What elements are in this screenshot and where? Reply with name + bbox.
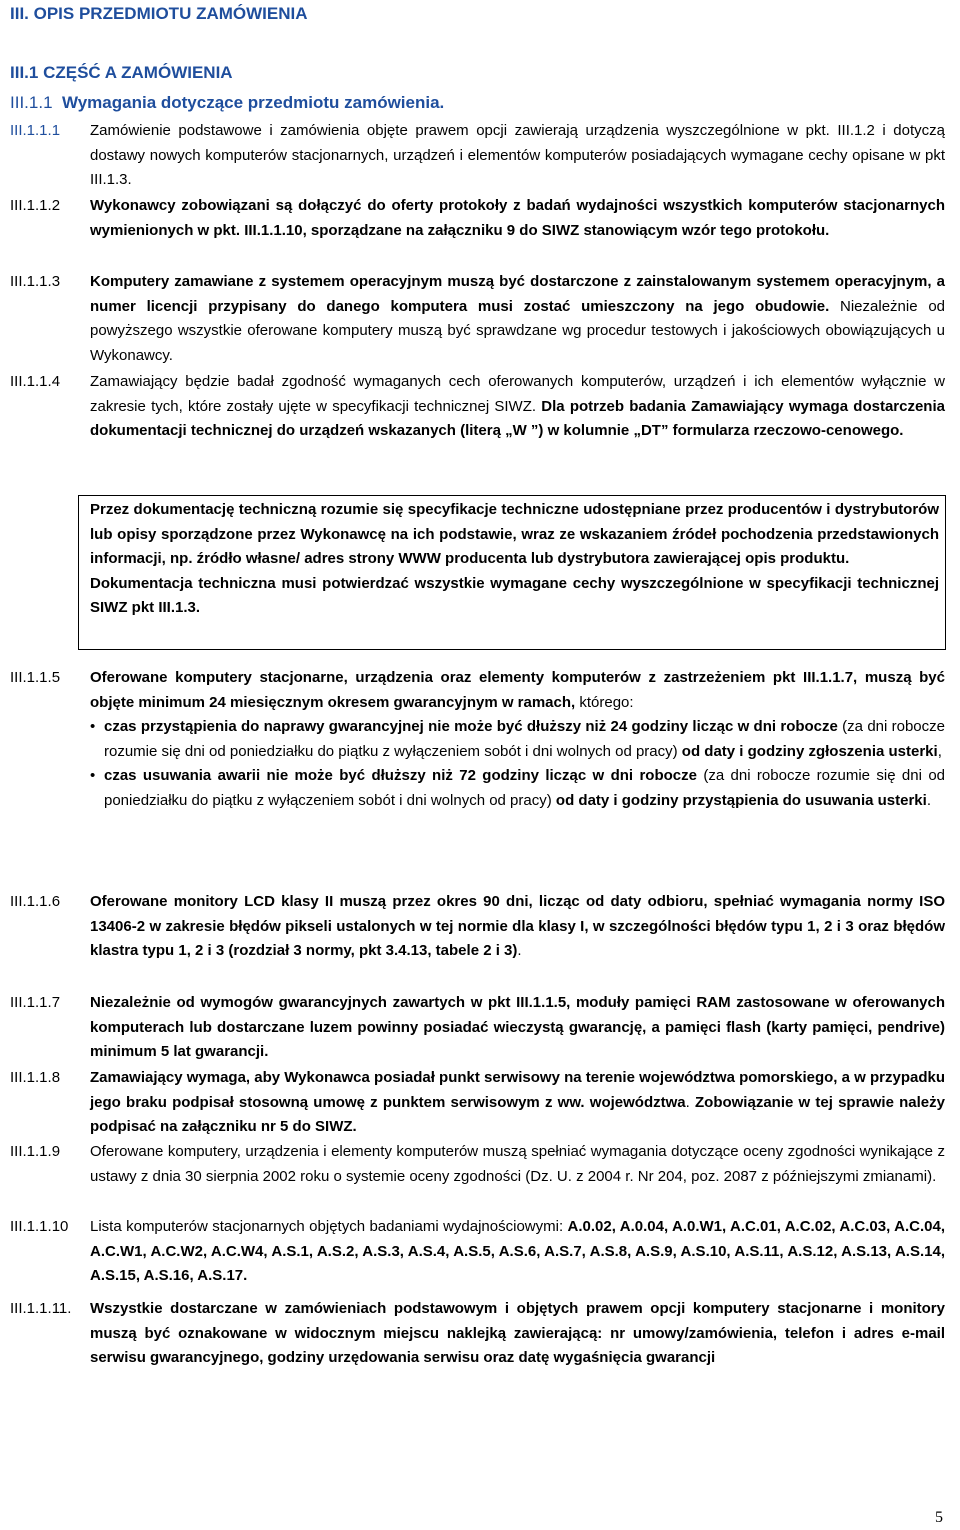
item-4 <box>10 370 945 444</box>
note-paragraph: Przez dokumentację techniczną rozumie się specyfikacje techniczne udostępniane przez producentów i dystrybutorów lub opisy sporządzone przez Wykonawcę na ich podstawie, wraz ze wskazaniem źródeł pochodzenia przedstawionych informacji, np. źródło własne/ adres strony WWW producenta lub dystrybutora zawierającej opis produktu. <box>90 501 939 567</box>
item-number: III.1.1.3 <box>10 273 61 290</box>
item-number: III.1.1.9 <box>10 1143 61 1160</box>
documentation-note-box <box>78 495 946 650</box>
item-text-segment: Niezależnie od wymogów gwarancyjnych zawartych w pkt III.1.1.5, moduły pamięci RAM zastosowane w oferowanych komputerach lub dostarczane luzem powinny posiadać wieczystą gwarancję, a pamięci flash (karty pamięci, pendrive) minimum 5 lat gwarancji. <box>90 994 945 1060</box>
item-text-segment: Dla potrzeb badania Zamawiający wymaga dostarczenia dokumentacji technicznej do urządzeń wskazanych (literą „W ”) w kolumnie „DT” formularza rzeczowo-cenowego. <box>90 397 945 439</box>
item-text-segment: Wykonawcy zobowiązani są dołączyć do oferty protokoły z badań wydajności wszystkich komputerów stacjonarnych wymienionych w pkt. III.1.1.10, sporządzane na załączniku 9 do SIWZ stanowiącym wzór tego protokołu. <box>90 197 945 239</box>
item-number: III.1.1.2 <box>10 197 61 214</box>
item-text-segment: Oferowane komputery, urządzenia i elementy komputerów muszą spełniać wymagania dotyczące oceny zgodności wynikające z ustawy z dnia 30 sierpnia 2002 roku o systemie oceny zgodności (Dz. U. z 2004 r. Nr 204, poz. 2087 z późniejszymi zmianami). <box>90 1143 945 1185</box>
item-text-segment: Oferowane monitory LCD klasy II muszą przez okres 90 dni, licząc od daty odbioru, spełniać wymagania normy ISO 13406-2 w zakresie błędów pikseli ustalonych w tej normie dla klasy I, w szczególności błędów typu 1, 2 i 3 oraz błędów klastra typu 1, 2 i 3 (rozdział 3 normy, pkt 3.4.13, tabele 2 i 3) <box>90 893 945 959</box>
subsubsection-heading <box>10 93 444 113</box>
item-text-segment: Zamawiający wymaga, aby Wykonawca posiadał punkt serwisowy na terenie województwa pomorskiego, a w przypadku jego braku podpisał stosowną umowę z punktem serwisowym z ww. województwa <box>90 1069 945 1111</box>
subsubsection-number: III.1.1 <box>10 93 53 112</box>
item-text-segment: . <box>685 1093 690 1111</box>
subsubsection-title: Wymagania dotyczące przedmiotu zamówienia. <box>61 93 445 112</box>
item-text-segment: Komputery zamawiane z systemem operacyjnym muszą być dostarczone z zainstalowanym systemem operacyjnym, a numer licencji przypisany do danego komputera musi zostać umieszczony na jego obudowie. <box>90 273 945 315</box>
item-text-segment: Zamówienie podstawowe i zamówienia objęte prawem opcji zawierają urządzenia wyszczególnione w pkt. III.1.2 i dotyczą dostawy nowych komputerów stacjonarnych, urządzeń i elementów komputerów posiadających wymagane cechy opisane w pkt III.1.3. <box>90 122 945 188</box>
bullet-text-segment: . <box>926 791 931 809</box>
item-text <box>90 1140 945 1189</box>
item-text-segment: Niezależnie od powyższego wszystkie oferowane komputery muszą być sprawdzane wg procedur testowych i jakościowych obowiązujących u Wykonawcy. <box>90 297 945 364</box>
subsection-heading: III.1 CZĘŚĆ A ZAMÓWIENIA <box>10 63 233 82</box>
item-3 <box>10 270 945 368</box>
item-text <box>90 1066 945 1140</box>
bullet-text-segment: czas przystąpienia do naprawy gwarancyjnej nie może być dłuższy niż 24 godziny licząc w dni robocze <box>104 718 838 735</box>
item-10 <box>10 1215 945 1289</box>
item-text <box>90 890 945 964</box>
item-11 <box>10 1297 945 1371</box>
item-6 <box>10 890 945 964</box>
item-text-segment: . <box>517 942 522 959</box>
section-heading: III. OPIS PRZEDMIOTU ZAMÓWIENIA <box>10 4 308 23</box>
item-text-segment: Oferowane komputery stacjonarne, urządzenia oraz elementy komputerów z zastrzeżeniem pkt III.1.1.7, muszą być objęte minimum 24 miesięcznym okresem gwarancyjnym w ramach, <box>90 669 945 711</box>
item-text-segment: Zamawiający będzie badał zgodność wymaganych cech oferowanych komputerów, urządzeń i ich elementów wyłącznie w zakresie tych, które zostały ujęte w specyfikacji technicznej SIWZ. <box>90 373 945 415</box>
item-text <box>90 119 945 193</box>
item-text-segment: którego: <box>575 693 634 711</box>
item-number: III.1.1.6 <box>10 893 61 910</box>
item-5 <box>10 666 945 813</box>
bullet-item <box>90 715 945 764</box>
item-8 <box>10 1066 945 1140</box>
item-number: III.1.1.4 <box>10 373 61 390</box>
bullet-item <box>90 764 945 813</box>
page-number: 5 <box>935 1509 943 1526</box>
item-number: III.1.1.5 <box>10 669 61 686</box>
item-number: III.1.1.8 <box>10 1069 61 1086</box>
item-number: III.1.1.1 <box>10 122 61 139</box>
item-text-segment: A.0.02, A.0.04, A.0.W1, A.C.01, A.C.02, A.C.03, A.C.04, A.C.W1, A.C.W2, A.C.W4, A.S.1, A.S.2, A.S.3, A.S.4, A.S.5, A.S.6, A.S.7, A.S.8, A.S.9, A.S.10, A.S.11, A.S.12, A.S.13, A.S.14, A.S.15, A.S.16, A.S.17. <box>90 1218 945 1284</box>
item-text-segment: Lista komputerów stacjonarnych objętych badaniami wydajnościowymi: <box>90 1218 568 1235</box>
item-number: III.1.1.7 <box>10 994 61 1011</box>
item-number: III.1.1.11. <box>10 1300 72 1317</box>
item-text <box>90 666 945 813</box>
item-text-segment: Zobowiązanie w tej sprawie należy podpisać na załączniku nr 5 do SIWZ. <box>90 1093 945 1135</box>
item-text <box>90 991 945 1065</box>
item-text <box>90 1297 945 1371</box>
note-paragraph: Dokumentacja techniczna musi potwierdzać wszystkie wymagane cechy wyszczególnione w specyfikacji technicznej SIWZ pkt III.1.3. <box>90 574 939 616</box>
bullet-icon: • <box>90 718 96 735</box>
bullet-text-segment: od daty i godziny zgłoszenia usterki <box>677 742 938 760</box>
item-number: III.1.1.10 <box>10 1218 69 1235</box>
bullet-text-segment: (za dni robocze rozumie się dni od poniedziałku do piątku z wyłączeniem sobót i dni wolnych od pracy) <box>104 767 946 809</box>
bullet-text-segment: czas usuwania awarii nie może być dłuższy niż 72 godziny licząc w dni robocze <box>104 767 697 784</box>
item-1 <box>10 119 945 193</box>
bullet-text-segment: (za dni robocze rozumie się dni od poniedziałku do piątku z wyłączeniem sobót i dni wolnych od pracy) <box>104 718 945 760</box>
item-9 <box>10 1140 945 1189</box>
bullet-text-segment: , <box>937 742 942 760</box>
bullet-icon: • <box>90 767 96 784</box>
item-7 <box>10 991 945 1065</box>
item-text <box>90 1215 945 1289</box>
item-text <box>90 194 945 243</box>
item-text <box>90 370 945 444</box>
item-2 <box>10 194 945 243</box>
bullet-list <box>90 715 945 813</box>
item-text <box>90 270 945 368</box>
bullet-text-segment: od daty i godziny przystąpienia do usuwania usterki <box>551 791 927 809</box>
item-text-segment: Wszystkie dostarczane w zamówieniach podstawowym i objętych prawem opcji komputery stacjonarne i monitory muszą być oznakowane w widocznym miejscu naklejką zawierającą: nr umowy/zamówienia, telefon i adres e-mail serwisu gwarancyjnego, godziny urzędowania serwisu oraz datę wygaśnięcia gwarancji <box>90 1300 945 1366</box>
